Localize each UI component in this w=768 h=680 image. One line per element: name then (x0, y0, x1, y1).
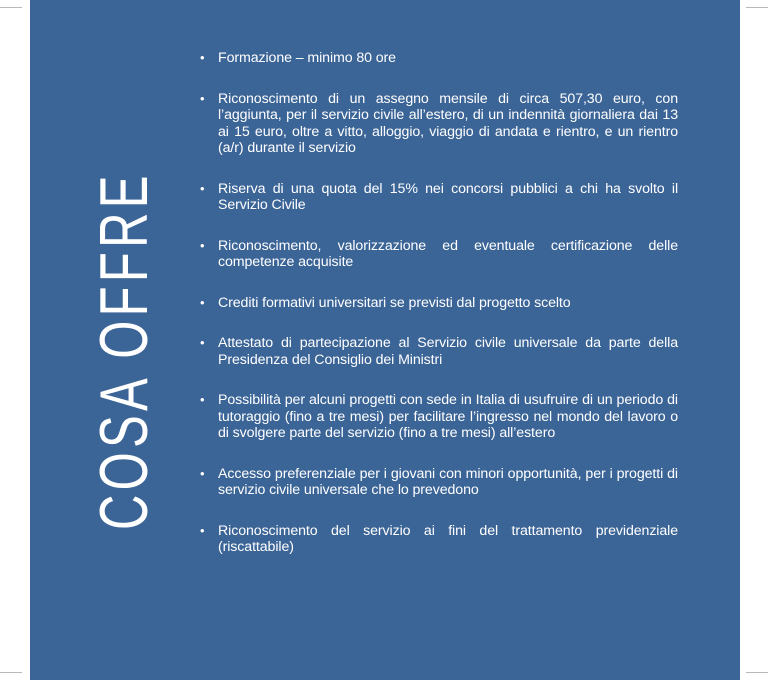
list-item (200, 50, 678, 67)
bullet-icon: • (200, 522, 205, 538)
bullet-icon: • (200, 392, 205, 407)
list-item (200, 392, 678, 442)
list-item-text: Riconoscimento, valorizzazione ed eventuale certificazione delle competenze acquisite (218, 237, 678, 270)
list-item (200, 238, 678, 271)
list-item (200, 335, 678, 368)
side-title-text: COSA OFFRE (86, 171, 162, 530)
bullet-icon: • (200, 294, 205, 310)
list-item-text: Riconoscimento del servizio ai fini del trattamento previdenziale (riscattabile) (218, 522, 678, 555)
list-item (200, 295, 678, 312)
list-item (200, 466, 678, 499)
bullet-icon: • (200, 465, 205, 481)
bullet-icon: • (200, 237, 205, 253)
list-item-text: Attestato di partecipazione al Servizio civile universale da parte della Presidenza del Consiglio dei Ministri (218, 335, 678, 368)
bullet-icon: • (200, 90, 205, 106)
bullet-icon: • (200, 335, 205, 350)
list-item (200, 523, 678, 556)
list-item-text: Riserva di una quota del 15% nei concorsi pubblici a chi ha svolto il Servizio Civile (218, 180, 678, 213)
list-item-text: Possibilità per alcuni progetti con sede in Italia di usufruire di un periodo di tutoraggio (fino a tre mesi) per facilitare l’ingresso nel mondo del lavoro o di svolgere parte del servizio (fino a tre mesi) all’estero (218, 392, 678, 441)
crop-mark-top-left-h (0, 7, 22, 8)
side-title (84, 32, 164, 530)
list-item-text: Accesso preferenziale per i giovani con minori opportunità, per i progetti di servizio civile universale che lo prevedono (218, 465, 678, 498)
list-item-text: Crediti formativi universitari se previsti dal progetto scelto (218, 294, 571, 311)
crop-mark-top-right-h (746, 7, 768, 8)
bullet-icon: • (200, 180, 205, 196)
crop-mark-bottom-right-h (746, 672, 768, 673)
offer-list (200, 50, 678, 556)
list-item-text: Riconoscimento di un assegno mensile di circa 507,30 euro, con l’aggiunta, per il servizio civile all’estero, di un indennità giornaliera dai 13 ai 15 euro, oltre a vitto, alloggio, viaggio di andata e rientro, e un rientro (a/r) durante il servizio (218, 90, 678, 156)
list-item (200, 181, 678, 214)
crop-mark-bottom-left-h (0, 672, 22, 673)
bullet-icon: • (200, 50, 205, 65)
list-item-text: Formazione – minimo 80 ore (218, 50, 396, 66)
list-item (200, 91, 678, 157)
